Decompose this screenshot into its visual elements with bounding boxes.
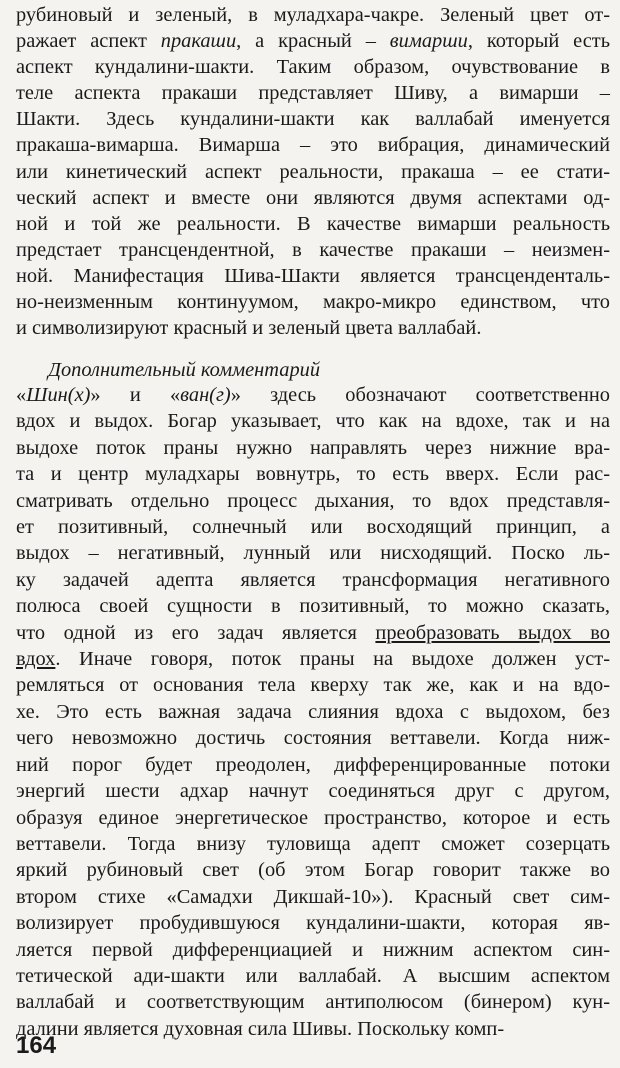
text-line	[16, 211, 610, 237]
text-line	[16, 620, 610, 646]
text-segment: ляется первой дифференциацией и нижним аспектом син-	[16, 938, 610, 961]
text-line	[16, 435, 610, 461]
text-line	[16, 54, 610, 80]
text-line	[16, 382, 610, 408]
text-segment: полюса своей сущности в позитивный, то можно сказать,	[16, 595, 610, 618]
text-segment: » и «	[90, 384, 181, 406]
text-line	[16, 514, 610, 540]
paragraph-1	[16, 2, 610, 341]
text-line	[16, 778, 610, 804]
text-segment: ремляться от основания тела кверху так же, как и на вдо-	[16, 674, 610, 697]
text-segment: та и центр муладхары вовнутрь, то есть вверх. Если рас-	[16, 463, 610, 486]
text-line	[16, 567, 610, 593]
section-heading: Дополнительный комментарий	[48, 359, 321, 381]
text-line	[16, 752, 610, 778]
text-line	[16, 937, 610, 963]
text-line	[16, 159, 610, 185]
text-segment: ний порог будет преодолен, дифференцированные потоки	[16, 753, 610, 776]
text-segment: чего невозможно достичь состояния веттавели. Когда ниж-	[16, 727, 610, 750]
text-segment: хе. Это есть важная задача слияния вдоха с выдохом, без	[16, 700, 610, 723]
text-segment: или кинетический аспект реальности, пракаша – ее стати-	[16, 160, 610, 183]
text-line	[16, 989, 610, 1015]
text-line	[16, 132, 610, 158]
text-segment: валлабай и соответствующим антиполюсом (бинером) кун-	[16, 991, 610, 1014]
text-line	[16, 106, 610, 132]
text-segment: ческий аспект и вместе они являются двумя аспектами од-	[16, 186, 610, 209]
text-segment: » здесь обозначают соответственно	[230, 384, 611, 406]
text-line	[16, 408, 610, 434]
text-segment: вимарши	[389, 30, 468, 53]
text-segment: «	[16, 384, 27, 406]
text-segment: что одной из его задач является	[16, 621, 376, 644]
text-line	[16, 488, 610, 514]
text-segment: преобразовать выдох во	[375, 621, 610, 644]
text-line	[16, 185, 610, 211]
text-segment: образуя единое энергетическое пространство, которое и есть	[16, 806, 610, 829]
text-line	[16, 461, 610, 487]
text-segment: далини является духовная сила Шивы. Поскольку комп-	[16, 1017, 505, 1040]
text-line	[16, 884, 610, 910]
text-segment: ной и той же реальности. В качестве вимарши реальность	[16, 212, 610, 235]
text-line	[16, 1016, 610, 1042]
text-line	[16, 857, 610, 883]
text-segment: Шакти. Здесь кундалини-шакти как валлабай именуется	[16, 108, 610, 131]
text-segment: пракаши	[160, 30, 237, 53]
text-segment: но-неизменным континуумом, макро-микро единством, что	[16, 291, 610, 314]
text-segment: Шин(х)	[26, 384, 91, 406]
text-segment: ван(г)	[180, 384, 231, 406]
text-line	[16, 263, 610, 289]
text-segment: втором стихе «Самадхи Дикшай-10»). Красный свет сим-	[16, 885, 610, 908]
text-segment: ет позитивный, солнечный или восходящий принцип, а	[16, 516, 610, 539]
text-segment: вдох	[16, 648, 56, 671]
text-line	[16, 831, 610, 857]
text-segment: аспект кундалини-шакти. Таким образом, очувствование в	[16, 56, 610, 79]
text-segment: ку задачей адепта является трансформация негативного	[16, 568, 610, 591]
text-line	[16, 540, 610, 566]
text-segment: выдох – негативный, лунный или нисходящий. Поско ль-	[16, 542, 610, 565]
text-segment: предстает трансцендентной, в качестве пракаши – неизмен-	[16, 238, 610, 261]
text-line	[16, 237, 610, 263]
text-line	[16, 699, 610, 725]
text-line	[16, 646, 610, 672]
text-segment: пракаша-вимарша. Вимарша – это вибрация, динамический	[16, 134, 610, 157]
text-line	[16, 672, 610, 698]
text-line	[16, 289, 610, 315]
paragraph-2	[16, 382, 610, 1042]
text-segment: и символизируют красный и зеленый цвета валлабай.	[16, 317, 482, 340]
page-number: 164	[16, 1032, 57, 1059]
text-segment: тетической ади-шакти или валлабай. А высшим аспектом	[16, 964, 610, 987]
text-line	[16, 593, 610, 619]
text-line	[16, 28, 610, 54]
text-segment: волизирует пробудившуюся кундалини-шакти, которая яв-	[16, 912, 610, 935]
text-segment: яркий рубиновый свет (об этом Богар говорит также во	[16, 859, 610, 882]
text-line	[16, 80, 610, 106]
text-segment: , который есть	[467, 30, 610, 53]
text-line	[16, 963, 610, 989]
text-segment: рубиновый и зеленый, в муладхара-чакре. Зеленый цвет от-	[16, 4, 610, 26]
text-segment: сматривать отдельно процесс дыхания, то вдох представля-	[16, 489, 610, 512]
text-line	[16, 315, 610, 341]
text-line	[16, 725, 610, 751]
text-segment: веттавели. Тогда внизу туловища адепт сможет созерцать	[16, 832, 610, 855]
text-line	[16, 2, 610, 28]
text-line	[16, 910, 610, 936]
text-segment: выдохе поток праны нужно направлять через нижние вра-	[16, 436, 610, 459]
text-segment: ной. Манифестация Шива-Шакти является трансценденталь-	[16, 264, 610, 287]
text-segment: , а красный –	[236, 30, 390, 53]
text-segment: вдох и выдох. Богар указывает, что как на вдохе, так и на	[16, 410, 610, 433]
text-segment: . Иначе говоря, поток праны на выдохе должен уст-	[55, 648, 610, 671]
text-segment: энергий шести адхар начнут соединяться друг с другом,	[16, 780, 610, 803]
text-segment: ражает аспект	[16, 30, 161, 53]
text-line	[16, 805, 610, 831]
text-segment: теле аспекта пракаши представляет Шиву, а вимарши –	[16, 82, 610, 105]
